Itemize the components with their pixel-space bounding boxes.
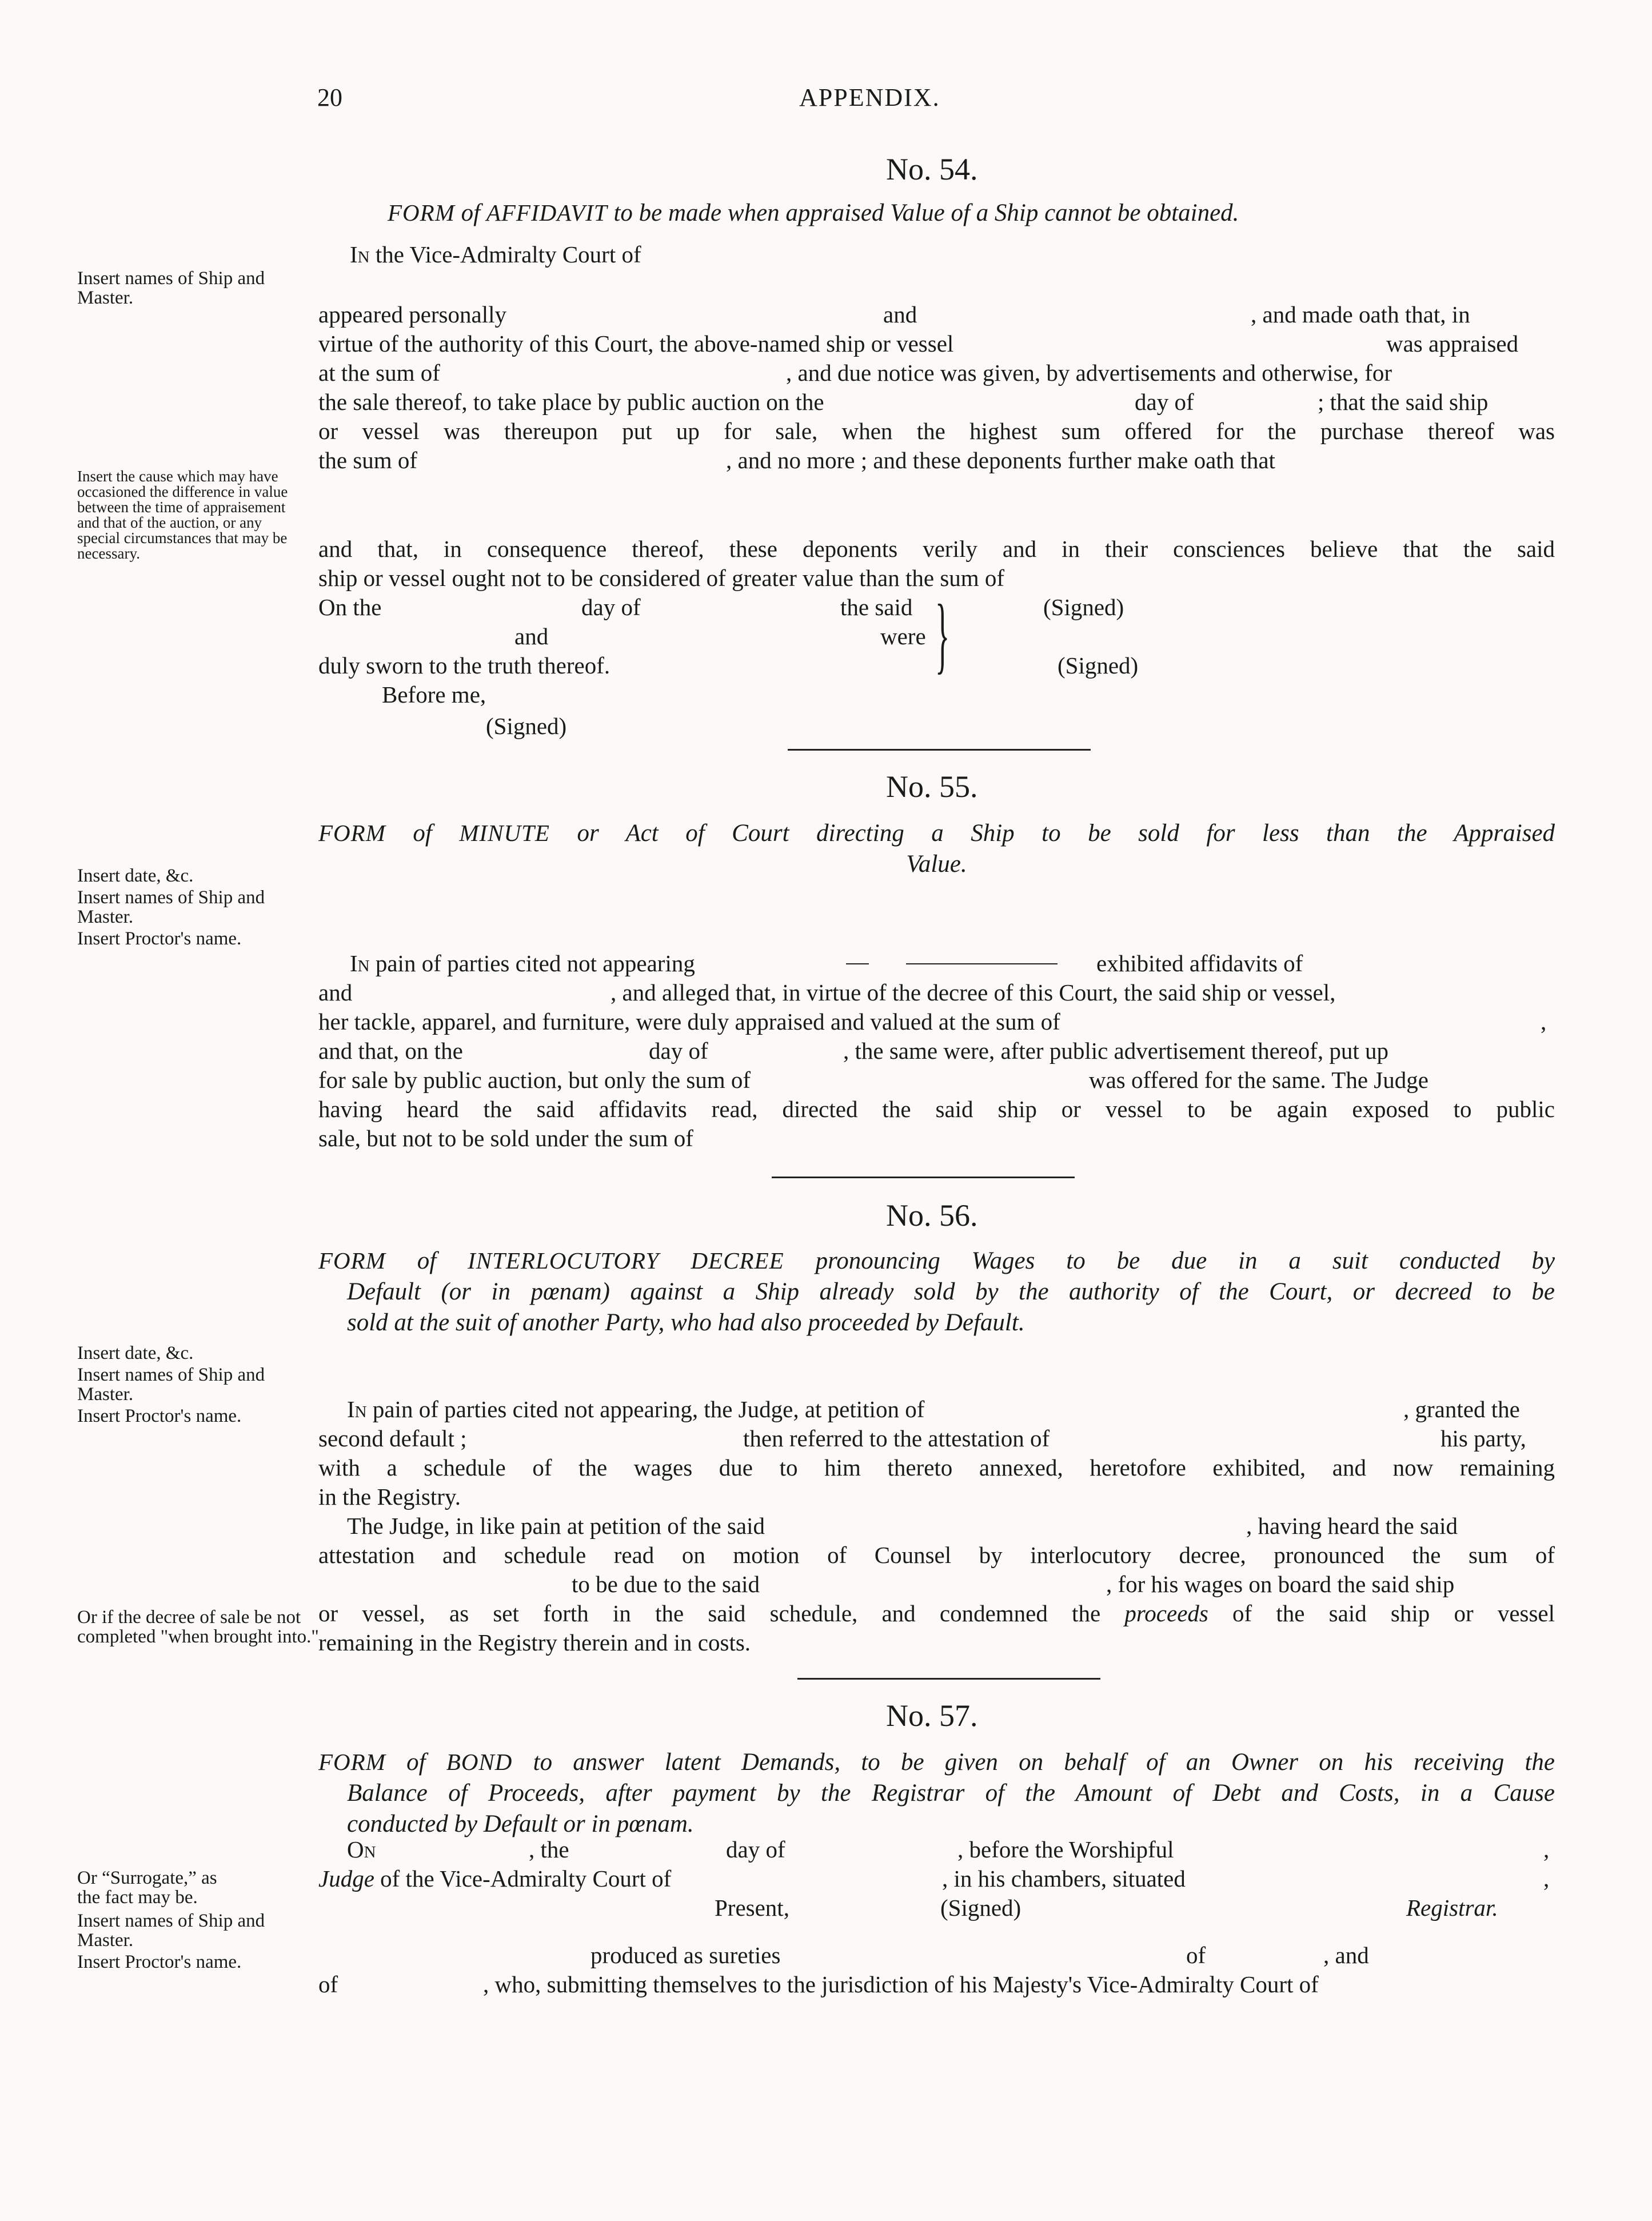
form-56-line-7a: to be due to the said [572,1571,760,1597]
form-56-margin-note-ship: Insert names of Ship and Master. [77,1365,265,1405]
form-57-line-5a: of [318,1971,338,1997]
page-number: 20 [317,83,342,111]
form-54-line-7b: , and no more ; and these deponents further make oath that [726,447,1275,473]
form-54-line-10a: On the [318,594,382,620]
form-54-line-10b: day of [581,594,641,620]
form-56-line-1b: , granted the [1403,1396,1520,1422]
form-54-before-me: Before me, [382,681,486,708]
form-55-line-6: having heard the said affidavits read, directed the said ship or vessel to be again exposed to public [318,1096,1555,1122]
form-54-signed-1: (Signed) [1043,594,1124,620]
form-55-margin-note-proctor: Insert Proctor's name. [77,928,242,949]
form-55-line-7: sale, but not to be sold under the sum of [318,1125,693,1151]
form-54-line-10c: the said [840,594,913,620]
section-rule [788,749,1091,751]
form-56-line-2c: his party, [1440,1425,1526,1452]
form-57-margin-note-proctor: Insert Proctor's name. [77,1952,242,1972]
form-55-line-5b: was offered for the same. The Judge [1089,1067,1428,1093]
form-57-line-1b: day of [726,1836,785,1863]
form-54-line-3b: was appraised [1386,330,1519,357]
form-56-margin-note-decree: Or if the decree of sale be not completed "when brought into." [77,1607,319,1647]
form-54-line-4b: , and due notice was given, by advertisements and otherwise, for [786,360,1392,386]
form-55-line-4b: day of [649,1038,708,1064]
dash-short [846,963,869,964]
form-56-line-1a: In pain of parties cited not appearing, the Judge, at petition of [347,1396,925,1422]
form-55-line-1b: exhibited affidavits of [1096,950,1303,976]
form-54-signed-3: (Signed) [486,713,567,739]
form-54-line-7a: the sum of [318,447,418,473]
form-56-line-3: with a schedule of the wages due to him thereto annexed, heretofore exhibited, and now remaining [318,1454,1555,1481]
form-55-line-2b: , and alleged that, in virtue of the decree of this Court, the said ship or vessel, [610,979,1336,1006]
form-54-number: No. 54. [886,152,978,186]
form-54-line-4a: at the sum of [318,360,440,386]
form-56-line-2a: second default ; [318,1425,467,1452]
form-54-line-11a: and [514,623,549,649]
form-56-line-6: attestation and schedule read on motion of Counsel by interlocutory decree, pronounced the sum of [318,1542,1555,1568]
form-54-line-5c: ; that the said ship [1318,389,1489,415]
form-56-line-8: or vessel, as set forth in the said schedule, and condemned the proceeds of the said ship or vessel [318,1600,1555,1626]
form-57-title: FORM of BOND to answer latent Demands, to be given on behalf of an Owner on his receiving the Balance of Proceeds, after payment by the Registrar of the Amount of Debt and Costs, in a Cause conducted by Default or in pœnam. [318,1749,1555,1837]
section-rule [797,1678,1100,1680]
form-55-title: FORM of MINUTE or Act of Court directing a Ship to be sold for less than the Appraised Value. [318,820,1555,878]
form-56-title: FORM of INTERLOCUTORY DECREE pronouncing Wages to be due in a suit conducted by Default (or in pœnam) against a Ship already sold by the authority of the Court, or decreed to be sold at the suit of another Party, who had also proceeded by Default. [318,1247,1555,1336]
form-54-line-2b: and [883,301,917,328]
form-57-line-2: Judge of the Vice-Admiralty Court of [318,1865,672,1892]
form-54-line-5b: day of [1135,389,1194,415]
form-54-line-3a: virtue of the authority of this Court, the above-named ship or vessel [318,330,954,357]
form-54-title: FORM of AFFIDAVIT to be made when appraised Value of a Ship cannot be obtained. [388,200,1239,226]
form-56-line-5b: , having heard the said [1246,1513,1458,1539]
form-56-line-2b: then referred to the attestation of [743,1425,1050,1452]
form-54-line-11b: were [880,623,926,649]
form-56-line-4: in the Registry. [318,1484,461,1510]
form-57-line-3a: Present, [715,1895,789,1921]
form-57-line-4a: produced as sureties [590,1942,781,1968]
form-54-signed-2: (Signed) [1058,652,1139,679]
form-56-line-7b: , for his wages on board the said ship [1106,1571,1455,1597]
form-57-margin-note-surrogate: Or “Surrogate,” as the fact may be. [77,1868,217,1908]
dash-long [906,963,1058,964]
form-57-line-4b: of [1186,1942,1206,1968]
form-57-line-2d: , [1543,1865,1550,1892]
form-57-line-1d: , [1543,1836,1550,1863]
form-54-line-9: ship or vessel ought not to be considered of greater value than the sum of [318,565,1005,591]
form-56-number: No. 56. [886,1198,978,1233]
form-55-line-3a: her tackle, apparel, and furniture, were duly appraised and valued at the sum of [318,1008,1060,1035]
form-55-line-4c: , the same were, after public advertisement thereof, put up [843,1038,1389,1064]
form-55-margin-note-ship: Insert names of Ship and Master. [77,887,265,927]
form-56-margin-note-date: Insert date, &c. [77,1343,194,1363]
form-55-margin-note-date: Insert date, &c. [77,866,194,886]
brace: } [935,587,950,682]
form-57-line-3c: Registrar. [1406,1895,1498,1921]
form-57-line-1c: , before the Worshipful [957,1836,1174,1863]
form-54-line-5a: the sale thereof, to take place by public auction on the [318,389,824,415]
form-55-line-3b: , [1541,1008,1547,1035]
form-54-line-1: In the Vice-Admiralty Court of [350,241,641,268]
form-56-line-5a: The Judge, in like pain at petition of the said [347,1513,765,1539]
section-rule [772,1177,1075,1178]
form-57-line-2c: , in his chambers, situated [942,1865,1186,1892]
form-56-margin-note-proctor: Insert Proctor's name. [77,1406,242,1426]
form-54-margin-note-cause: Insert the cause which may have occasioned the difference in value between the time of appraisement and that of the auction, or any special circumstances that may be necessary. [77,468,288,562]
form-54-line-8: and that, in consequence thereof, these deponents verily and in their consciences believe that the said [318,536,1555,562]
form-56-line-9: remaining in the Registry therein and in costs. [318,1629,751,1656]
form-55-line-4a: and that, on the [318,1038,463,1064]
form-57-line-4c: , and [1323,1942,1369,1968]
form-55-line-1a: In pain of parties cited not appearing [350,950,695,976]
form-54-line-2a: appeared personally [318,301,506,328]
form-57-margin-note-ship: Insert names of Ship and Master. [77,1911,265,1951]
form-54-margin-note-ship: Insert names of Ship and Master. [77,268,265,308]
form-57-line-3b: (Signed) [940,1895,1021,1921]
form-55-line-2a: and [318,979,353,1006]
form-54-line-2c: , and made oath that, in [1251,301,1470,328]
form-54-line-6: or vessel was thereupon put up for sale, when the highest sum offered for the purchase thereof was [318,418,1555,444]
form-55-line-5a: for sale by public auction, but only the sum of [318,1067,751,1093]
form-55-number: No. 55. [886,769,978,804]
form-57-number: No. 57. [886,1698,978,1733]
form-54-line-12: duly sworn to the truth thereof. [318,652,610,679]
running-title: APPENDIX. [799,83,940,111]
form-57-line-1-initial: On [347,1836,376,1863]
form-57-line-5b: , who, submitting themselves to the jurisdiction of his Majesty's Vice-Admiralty Court of [483,1971,1319,1997]
form-57-line-1a: , the [529,1836,569,1863]
